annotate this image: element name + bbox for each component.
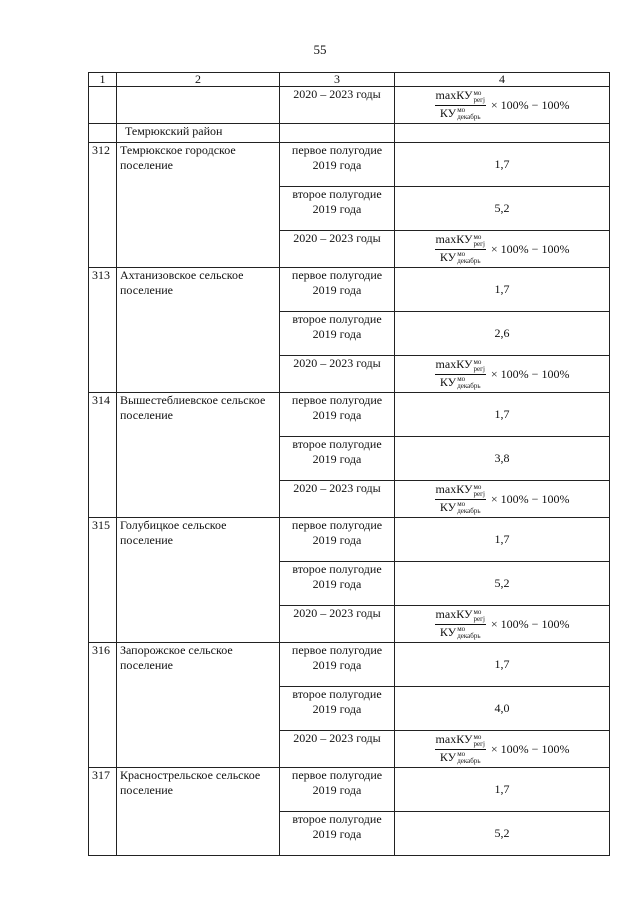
formula-multiplier: × 100% − 100% [490, 741, 570, 756]
numerator-scripts [473, 734, 484, 748]
numerator-scripts [473, 90, 484, 104]
value-first-half: 1,7 [395, 143, 610, 187]
numerator-subscript: регj [473, 364, 485, 373]
fraction [435, 233, 486, 265]
value-second-half: 2,6 [395, 312, 610, 356]
numerator-subscript: регj [473, 239, 485, 248]
period-first-half-2019: первое полугодие 2019 года [280, 268, 395, 312]
denominator-main: КУ [439, 624, 457, 639]
settlement-number: 315 [89, 518, 117, 643]
district-col3 [280, 124, 395, 143]
numerator-main: maxКУ [435, 607, 473, 622]
header-col-4: 4 [395, 73, 610, 87]
denominator-subscript: декабрь [457, 631, 481, 640]
fraction-numerator [435, 358, 486, 374]
formula-cell [395, 356, 610, 393]
fraction [435, 733, 486, 765]
numerator-main: maxКУ [435, 482, 473, 497]
settlement-name: Голубицкое сельское поселение [117, 518, 280, 643]
denominator-scripts [457, 107, 480, 121]
settlement-row-first [89, 518, 610, 562]
numerator-superscript: мо [473, 607, 482, 616]
denominator-main: КУ [439, 499, 457, 514]
denominator-subscript: декабрь [457, 756, 481, 765]
value-first-half: 1,7 [395, 268, 610, 312]
formula-cell [395, 231, 610, 268]
fraction-denominator [439, 500, 482, 515]
fraction-numerator [435, 608, 486, 624]
period-2020-2023: 2020 – 2023 годы [280, 606, 395, 643]
denominator-main: КУ [439, 249, 457, 264]
numerator-subscript: регj [473, 95, 485, 104]
formula-multiplier: × 100% − 100% [490, 97, 570, 112]
period-second-half-2019: второе полугодие 2019 года [280, 437, 395, 481]
numerator-superscript: мо [473, 357, 482, 366]
fraction-numerator [435, 233, 486, 249]
period-2020-2023: 2020 – 2023 годы [280, 481, 395, 518]
district-row [89, 124, 610, 143]
denominator-scripts [457, 626, 480, 640]
header-col-1: 1 [89, 73, 117, 87]
fraction [435, 608, 486, 640]
numerator-subscript: регj [473, 489, 485, 498]
denominator-superscript: мо [457, 105, 466, 114]
denominator-subscript: декабрь [457, 506, 481, 515]
numerator-superscript: мо [473, 88, 482, 97]
settlement-number: 313 [89, 268, 117, 393]
value-first-half: 1,7 [395, 643, 610, 687]
settlement-name: Краснострельское сельское поселение [117, 768, 280, 856]
fraction-denominator [439, 750, 482, 765]
denominator-superscript: мо [457, 499, 466, 508]
fraction [435, 358, 486, 390]
formula-multiplier: × 100% − 100% [490, 366, 570, 381]
settlement-name: Запорожское сельское поселение [117, 643, 280, 768]
denominator-scripts [457, 751, 480, 765]
denominator-main: КУ [439, 105, 457, 120]
carryover-period: 2020 – 2023 годы [280, 87, 395, 124]
denominator-superscript: мо [457, 749, 466, 758]
settlement-row-first [89, 768, 610, 812]
fraction-numerator [435, 483, 486, 499]
carryover-row [89, 87, 610, 124]
denominator-subscript: декабрь [457, 112, 481, 121]
formula-cell [395, 731, 610, 768]
fraction-denominator [439, 625, 482, 640]
settlement-row-first [89, 268, 610, 312]
settlement-number: 314 [89, 393, 117, 518]
period-second-half-2019: второе полугодие 2019 года [280, 687, 395, 731]
numerator-scripts [473, 234, 484, 248]
value-first-half: 1,7 [395, 518, 610, 562]
numerator-scripts [473, 609, 484, 623]
settlement-number: 316 [89, 643, 117, 768]
period-second-half-2019: второе полугодие 2019 года [280, 187, 395, 231]
numerator-main: maxКУ [435, 732, 473, 747]
period-first-half-2019: первое полугодие 2019 года [280, 518, 395, 562]
denominator-superscript: мо [457, 249, 466, 258]
value-second-half: 4,0 [395, 687, 610, 731]
carryover-num [89, 87, 117, 124]
fraction-denominator [439, 250, 482, 265]
settlement-row-first [89, 143, 610, 187]
formula-multiplier: × 100% − 100% [490, 616, 570, 631]
numerator-scripts [473, 484, 484, 498]
fraction [435, 89, 486, 121]
formula-multiplier: × 100% − 100% [490, 491, 570, 506]
district-title: Темрюкский район [117, 124, 280, 143]
fraction-denominator [439, 106, 482, 121]
numerator-main: maxКУ [435, 357, 473, 372]
numerator-superscript: мо [473, 732, 482, 741]
settlement-row-first [89, 643, 610, 687]
value-second-half: 5,2 [395, 812, 610, 856]
denominator-subscript: декабрь [457, 256, 481, 265]
denominator-superscript: мо [457, 374, 466, 383]
numerator-subscript: регj [473, 614, 485, 623]
formula-multiplier: × 100% − 100% [490, 241, 570, 256]
settlement-name: Темрюкское городское поселение [117, 143, 280, 268]
header-row [89, 73, 610, 87]
numerator-subscript: регj [473, 739, 485, 748]
fraction-denominator [439, 375, 482, 390]
formula-cell [395, 606, 610, 643]
carryover-formula [395, 87, 610, 124]
value-first-half: 1,7 [395, 393, 610, 437]
value-second-half: 5,2 [395, 187, 610, 231]
period-first-half-2019: первое полугодие 2019 года [280, 768, 395, 812]
header-col-2: 2 [117, 73, 280, 87]
settlement-number: 317 [89, 768, 117, 856]
header-col-3: 3 [280, 73, 395, 87]
period-first-half-2019: первое полугодие 2019 года [280, 393, 395, 437]
value-first-half: 1,7 [395, 768, 610, 812]
fraction-numerator [435, 89, 486, 105]
value-second-half: 5,2 [395, 562, 610, 606]
period-second-half-2019: второе полугодие 2019 года [280, 562, 395, 606]
period-2020-2023: 2020 – 2023 годы [280, 356, 395, 393]
numerator-superscript: мо [473, 482, 482, 491]
denominator-main: КУ [439, 374, 457, 389]
value-second-half: 3,8 [395, 437, 610, 481]
settlement-row-first [89, 393, 610, 437]
formula-cell [395, 481, 610, 518]
period-second-half-2019: второе полугодие 2019 года [280, 812, 395, 856]
numerator-main: maxКУ [435, 88, 473, 103]
numerator-scripts [473, 359, 484, 373]
settlement-name: Вышестеблиевское сельское поселение [117, 393, 280, 518]
numerator-superscript: мо [473, 232, 482, 241]
fraction [435, 483, 486, 515]
carryover-name [117, 87, 280, 124]
numerator-main: maxКУ [435, 232, 473, 247]
district-num [89, 124, 117, 143]
page-number: 55 [313, 42, 327, 57]
period-2020-2023: 2020 – 2023 годы [280, 231, 395, 268]
settlement-name: Ахтанизовское сельское поселение [117, 268, 280, 393]
denominator-scripts [457, 501, 480, 515]
settlement-number: 312 [89, 143, 117, 268]
tariff-table [88, 72, 610, 856]
period-2020-2023: 2020 – 2023 годы [280, 731, 395, 768]
fraction-numerator [435, 733, 486, 749]
denominator-superscript: мо [457, 624, 466, 633]
denominator-scripts [457, 251, 480, 265]
denominator-subscript: декабрь [457, 381, 481, 390]
period-first-half-2019: первое полугодие 2019 года [280, 643, 395, 687]
denominator-scripts [457, 376, 480, 390]
period-second-half-2019: второе полугодие 2019 года [280, 312, 395, 356]
district-col4 [395, 124, 610, 143]
denominator-main: КУ [439, 749, 457, 764]
period-first-half-2019: первое полугодие 2019 года [280, 143, 395, 187]
